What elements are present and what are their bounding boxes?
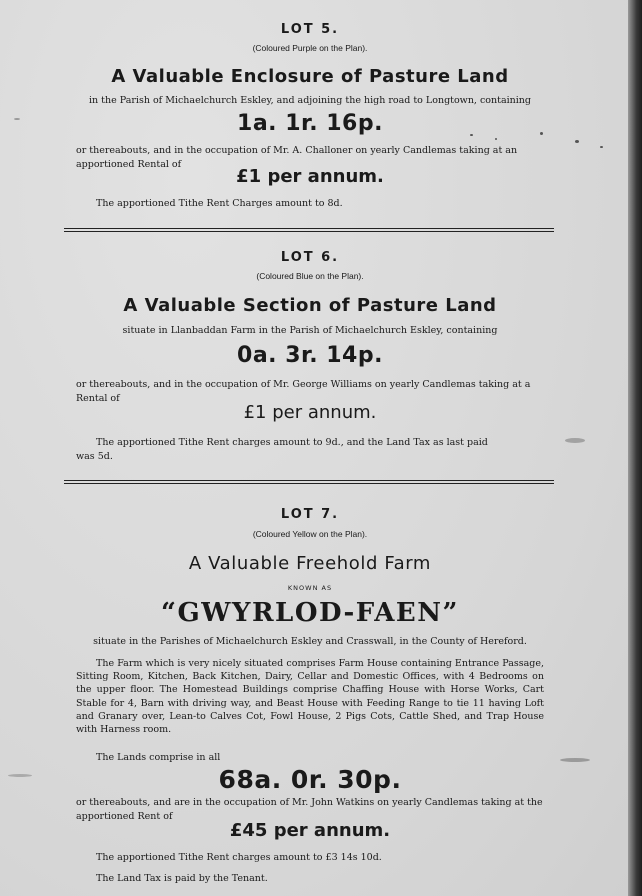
lot7-rent: £45 per annum. xyxy=(229,820,391,841)
lot7-known-as: KNOWN AS xyxy=(287,584,333,592)
paper-speck xyxy=(600,146,603,148)
lot7-occupation-line1: or thereabouts, and are in the occupation of Mr. John Watkins on yearly Candlemas taking at the xyxy=(76,797,543,808)
lot5-location: in the Parish of Michaelchurch Eskley, and adjoining the high road to Longtown, containing xyxy=(88,95,532,106)
paper-stain xyxy=(8,774,32,777)
lot5-occupation-line1: or thereabouts, and in the occupation of Mr. A. Challoner on yearly Candlemas taking at an xyxy=(76,145,518,156)
lot7-land-tax: The Land Tax is paid by the Tenant. xyxy=(96,873,268,884)
divider xyxy=(64,228,554,232)
lot7-occupation-line2: apportioned Rent of xyxy=(76,811,173,822)
lot7-description: The Farm which is very nicely situated comprises Farm House containing Entrance Passage, Sitting Room, Kitchen, Back Kitchen, Dairy, Cellar and Domestic Offices, with 4 Bedrooms on the upper floor. The Homestead Buildings comprise Chaffing House with Horse Works, Cart Stable for 4, Barn with driving way, and Beast House with Feeding Range to tie 11 having Loft and Granary over, Lean-to Calves Cot, Fowl House, 2 Pigs Cots, Cattle Shed, and Trap House with Harness room. xyxy=(76,658,544,736)
lot7-location: situate in the Parishes of Michaelchurch Eskley and Crasswall, in the County of Hereford. xyxy=(93,636,527,647)
paper-stain xyxy=(560,758,590,762)
lot7-title: LOT 7. xyxy=(280,507,340,522)
lot5-area: 1a. 1r. 16p. xyxy=(237,111,383,136)
paper-speck xyxy=(540,132,543,135)
lot7-area: 68a. 0r. 30p. xyxy=(218,765,402,794)
lot6-rent: £1 per annum. xyxy=(243,402,377,423)
lot5-heading: A Valuable Enclosure of Pasture Land xyxy=(111,66,509,87)
lot7-heading: A Valuable Freehold Farm xyxy=(188,553,432,574)
page-edge-shadow xyxy=(628,0,642,896)
lot6-occupation-line1: or thereabouts, and in the occupation of Mr. George Williams on yearly Candlemas taking at a xyxy=(76,379,531,390)
lot5-occupation-line2: apportioned Rental of xyxy=(76,159,182,170)
lot6-tithe-line2: was 5d. xyxy=(76,451,113,462)
paper-speck xyxy=(14,118,20,120)
lot7-farm-name: “GWYRLOD-FAEN” xyxy=(161,598,459,628)
paper-stain xyxy=(565,438,585,443)
lot6-area: 0a. 3r. 14p. xyxy=(237,343,383,368)
lot5-title: LOT 5. xyxy=(280,22,340,37)
lot6-occupation-line2: Rental of xyxy=(76,393,120,404)
paper-speck xyxy=(495,138,497,140)
lot5-tithe: The apportioned Tithe Rent Charges amount to 8d. xyxy=(96,198,343,209)
paper-speck xyxy=(470,134,473,136)
lot7-tithe: The apportioned Tithe Rent charges amount to £3 14s 10d. xyxy=(96,852,382,863)
lot7-lands-intro: The Lands comprise in all xyxy=(96,752,221,763)
lot6-heading: A Valuable Section of Pasture Land xyxy=(123,295,497,316)
lot6-colour-note: (Coloured Blue on the Plan). xyxy=(256,271,364,281)
paper-speck xyxy=(575,140,579,143)
lot6-location: situate in Llanbaddan Farm in the Parish of Michaelchurch Eskley, containing xyxy=(122,325,498,336)
lot6-title: LOT 6. xyxy=(280,250,340,265)
lot5-rent: £1 per annum. xyxy=(236,166,384,187)
lot6-tithe-line1: The apportioned Tithe Rent charges amount to 9d., and the Land Tax as last paid xyxy=(96,437,488,448)
divider xyxy=(64,480,554,484)
lot7-colour-note: (Coloured Yellow on the Plan). xyxy=(252,529,368,539)
lot5-colour-note: (Coloured Purple on the Plan). xyxy=(252,43,368,53)
